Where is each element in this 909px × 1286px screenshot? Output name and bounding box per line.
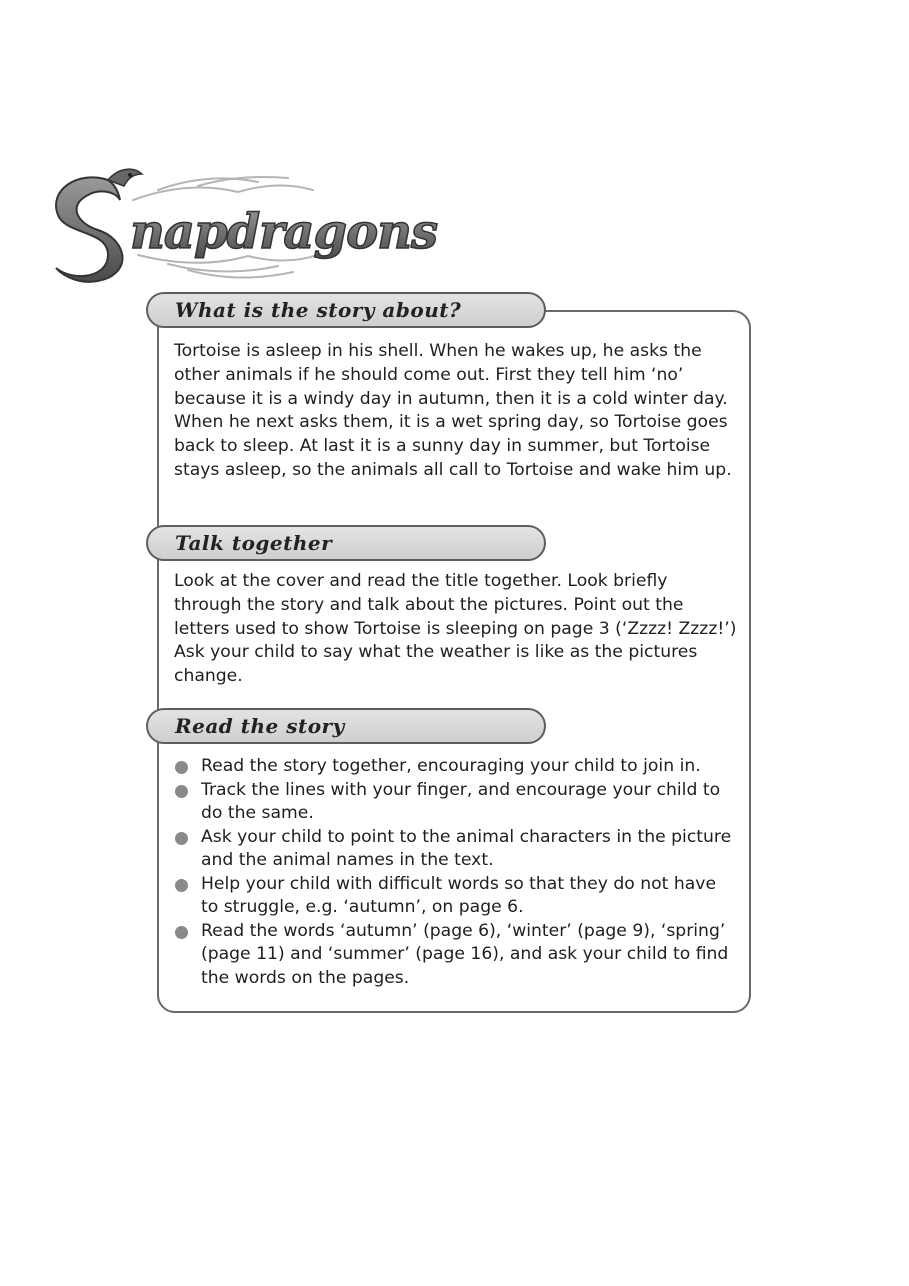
- section-heading-story-about: [146, 292, 546, 328]
- bullet-icon: [175, 879, 188, 892]
- list-item-text: Track the lines with your finger, and encourage your child to do the same.: [201, 779, 721, 823]
- read-the-story-list: [174, 755, 734, 990]
- section-heading-talk-together: [146, 525, 546, 561]
- bullet-icon: [175, 785, 188, 798]
- list-item: [174, 920, 734, 991]
- section-heading-text: Talk together: [175, 531, 333, 555]
- snapdragons-logo: [38, 160, 438, 290]
- bullet-icon: [175, 832, 188, 845]
- svg-text:napdragons: napdragons: [130, 204, 438, 260]
- list-item-text: Read the words ‘autumn’ (page 6), ‘winter’ (page 9), ‘spring’ (page 11) and ‘summer’ (page 16), and ask your child to find the words on the pages.: [201, 920, 729, 988]
- bullet-icon: [175, 926, 188, 939]
- section-heading-read-the-story: [146, 708, 546, 744]
- bullet-icon: [175, 761, 188, 774]
- list-item-text: Ask your child to point to the animal characters in the picture and the animal names in the text.: [201, 826, 732, 870]
- list-item: [174, 826, 734, 873]
- list-item-text: Help your child with difficult words so that they do not have to struggle, e.g. ‘autumn’, on page 6.: [201, 873, 717, 917]
- story-summary-paragraph: Tortoise is asleep in his shell. When he wakes up, he asks the other animals if he should come out. First they tell him ‘no’ because it is a windy day in autumn, then it is a cold winter day. When he next asks them, it is a wet spring day, so Tortoise goes back to sleep. At last it is a sunny day in summer, but Tortoise stays asleep, so the animals all call to Tortoise and wake him up.: [174, 341, 732, 480]
- dragon-s-glyph: [56, 177, 122, 281]
- section-heading-text: What is the story about?: [175, 298, 462, 322]
- list-item: [174, 873, 734, 920]
- list-item-text: Read the story together, encouraging your child to join in.: [201, 756, 701, 776]
- section-heading-text: Read the story: [175, 714, 345, 738]
- list-item: [174, 755, 734, 779]
- talk-together-paragraph: Look at the cover and read the title together. Look briefly through the story and talk about the pictures. Point out the letters used to show Tortoise is sleeping on page 3 (‘Zzzz! Zzzz!’) Ask your child to say what the weather is like as the pictures change.: [174, 571, 737, 687]
- list-item: [174, 779, 734, 826]
